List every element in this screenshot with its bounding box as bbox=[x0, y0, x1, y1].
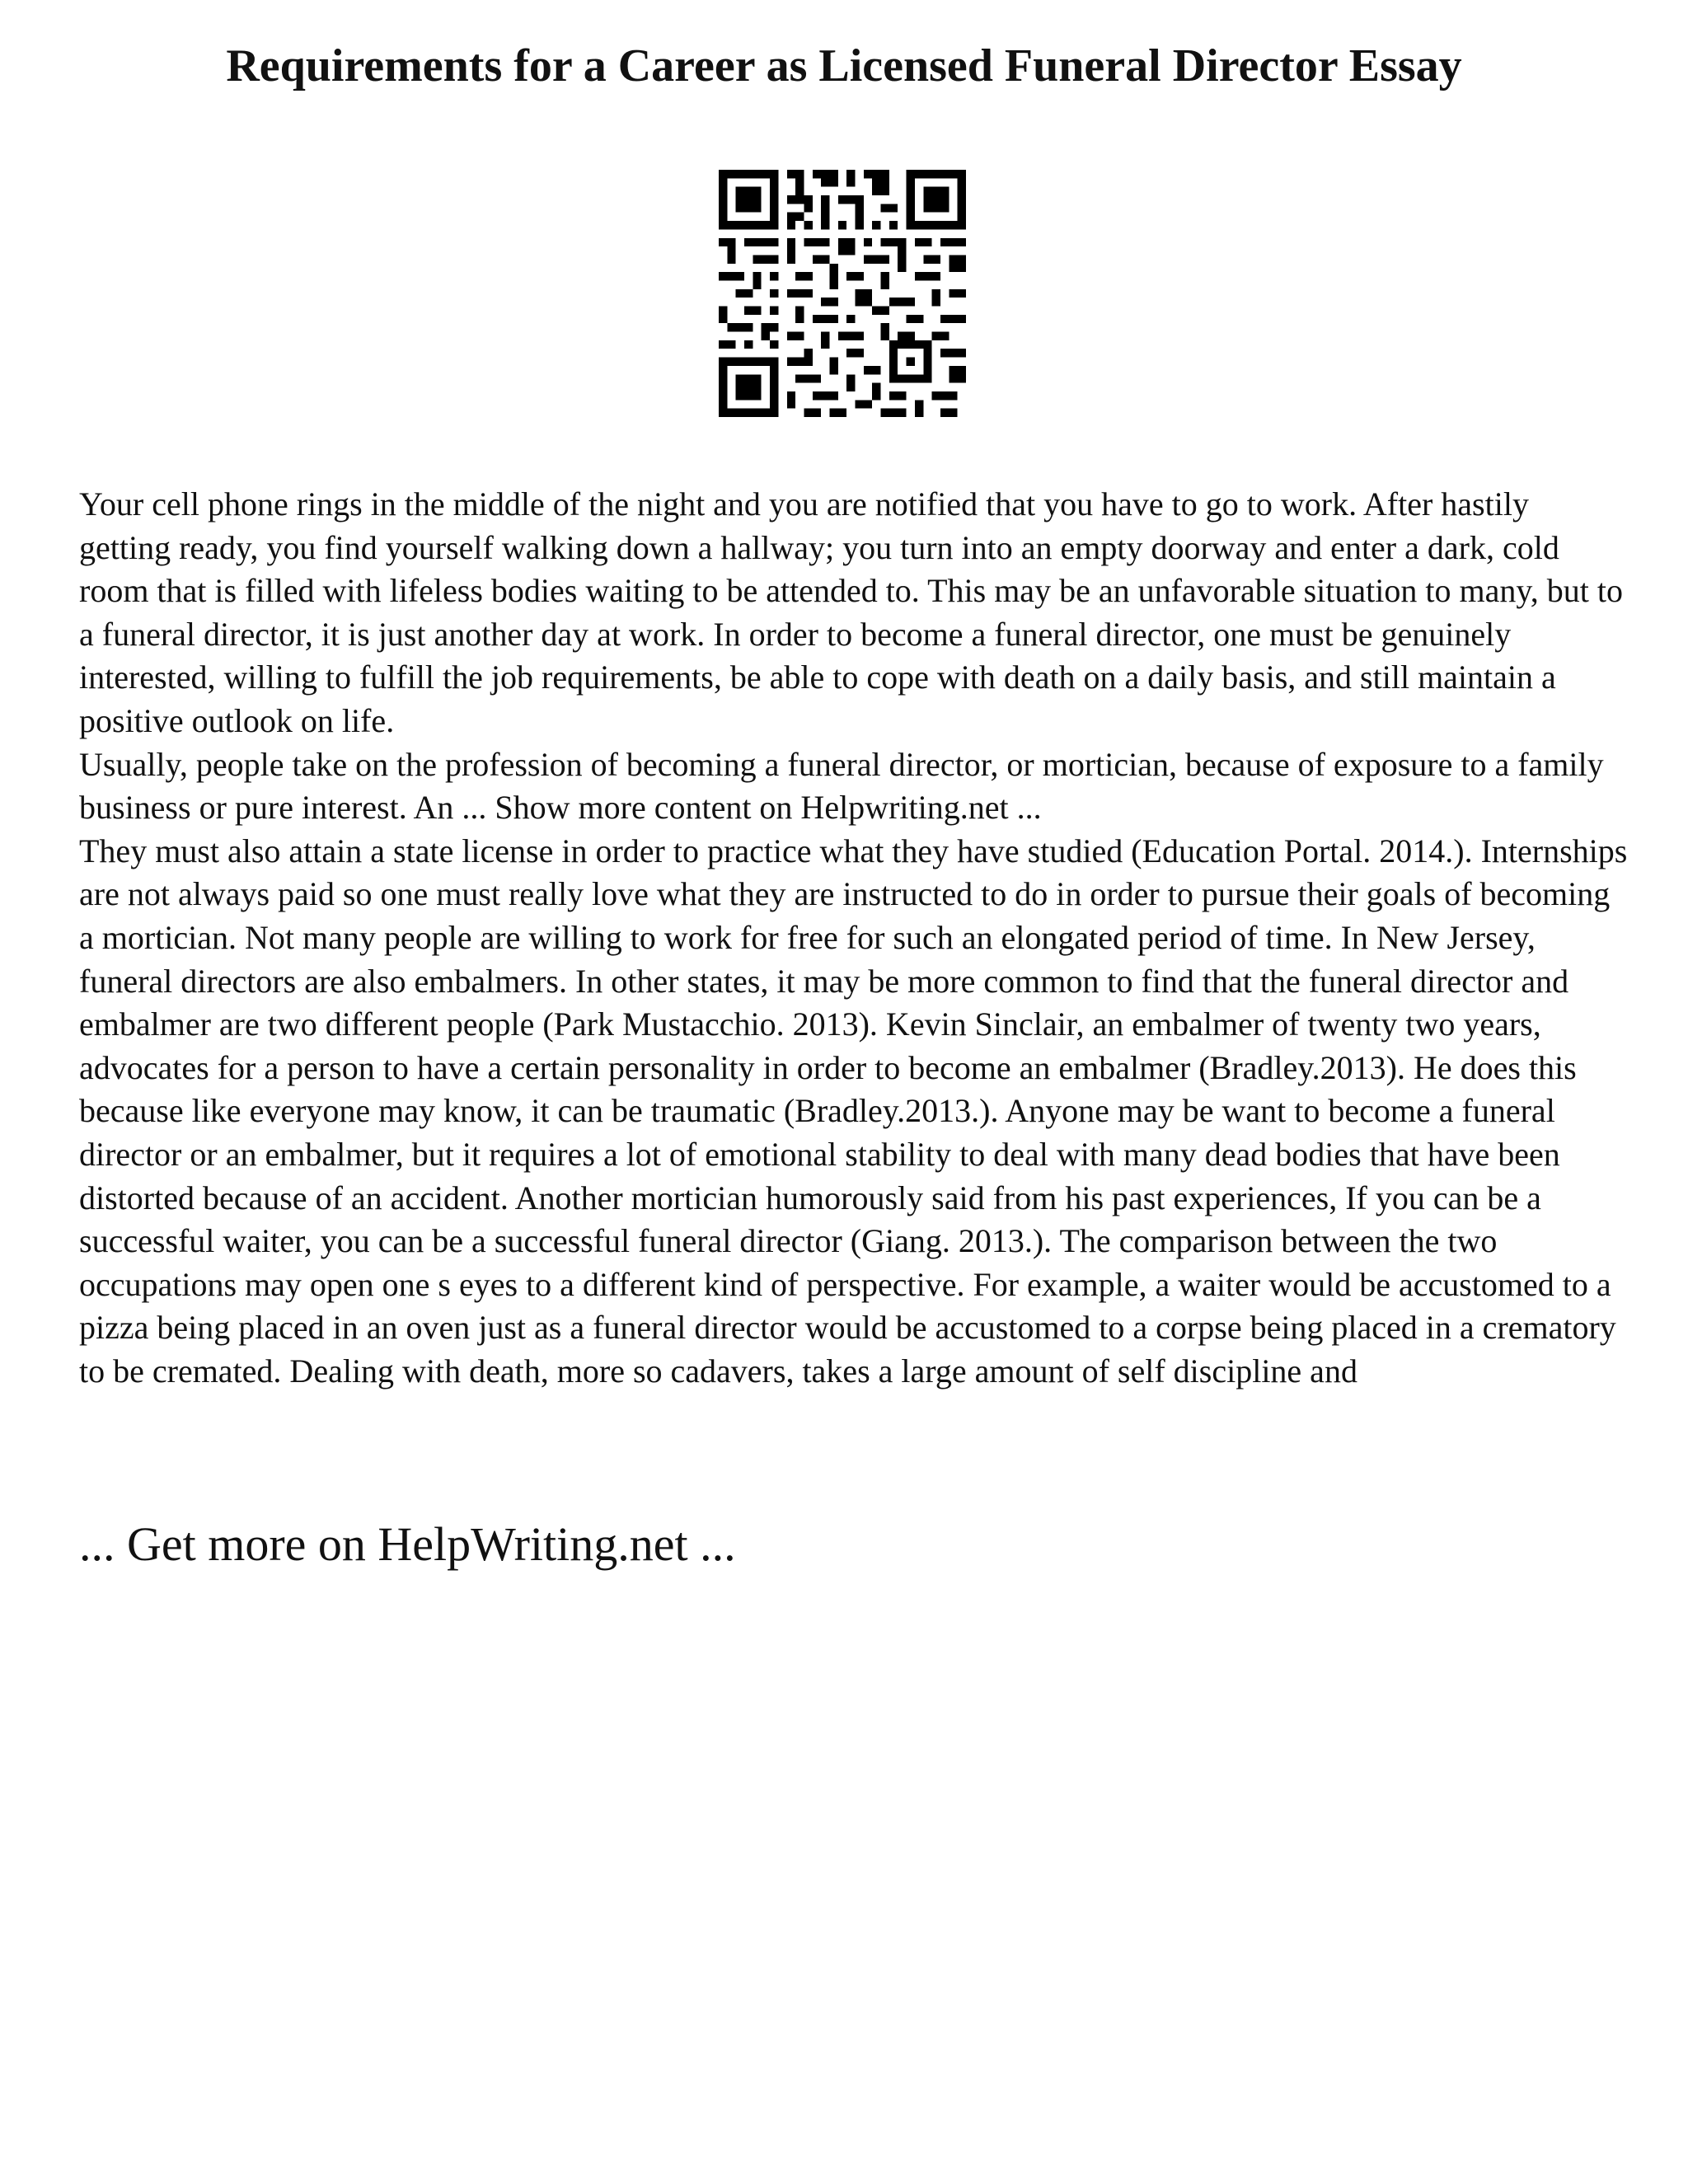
paragraph: Usually, people take on the profession of becoming a funeral director, or mortician, because of exposure to a family business or pure interest. An ... Show more content on Helpwriting.net ... bbox=[79, 745, 1604, 827]
get-more-link[interactable]: ... Get more on HelpWriting.net ... bbox=[79, 1517, 736, 1571]
document-title: Requirements for a Career as Licensed Funeral Director Essay bbox=[226, 40, 1462, 91]
paragraph: They must also attain a state license in order to practice what they have studied (Education Portal. 2014.). Internships are not always paid so one must really love what they are instructed to do in order to pursue their goals of becoming a mortician. Not many people are willing to work for free for such an elongated period of time. In New Jersey, funeral directors are also embalmers. In other states, it may be more common to find that the funeral director and embalmer are two different people (Park Mustacchio. 2013). Kevin Sinclair, an embalmer of twenty two years, advocates for a person to have a certain personality in order to become an embalmer (Bradley.2013). He does this because like everyone may know, it can be traumatic (Bradley.2013.). Anyone may be want to become a funeral director or an embalmer, but it requires a lot of emotional stability to deal with many dead bodies that have been distorted because of an accident. Another mortician humorously said from his past experiences, If you can be a successful waiter, you can be a successful funeral director (Giang. 2013.). The comparison between the two occupations may open one s eyes to a different kind of perspective. For example, a waiter would be accustomed to a pizza being placed in an oven just as a funeral director would be accustomed to a corpse being placed in a crematory to be cremated. Dealing with death, more so cadavers, takes a large amount of self discipline and bbox=[79, 832, 1628, 1390]
qr-code-icon bbox=[719, 170, 966, 417]
essay-body bbox=[79, 483, 1629, 1393]
paragraph: Your cell phone rings in the middle of the night and you are notified that you have to go to work. After hastily getting ready, you find yourself walking down a hallway; you turn into an empty doorway and enter a dark, cold room that is filled with lifeless bodies waiting to be attended to. This may be an unfavorable situation to many, but to a funeral director, it is just another day at work. In order to become a funeral director, one must be genuinely interested, willing to fulfill the job requirements, be able to cope with death on a daily basis, and still maintain a positive outlook on life. bbox=[79, 485, 1623, 739]
